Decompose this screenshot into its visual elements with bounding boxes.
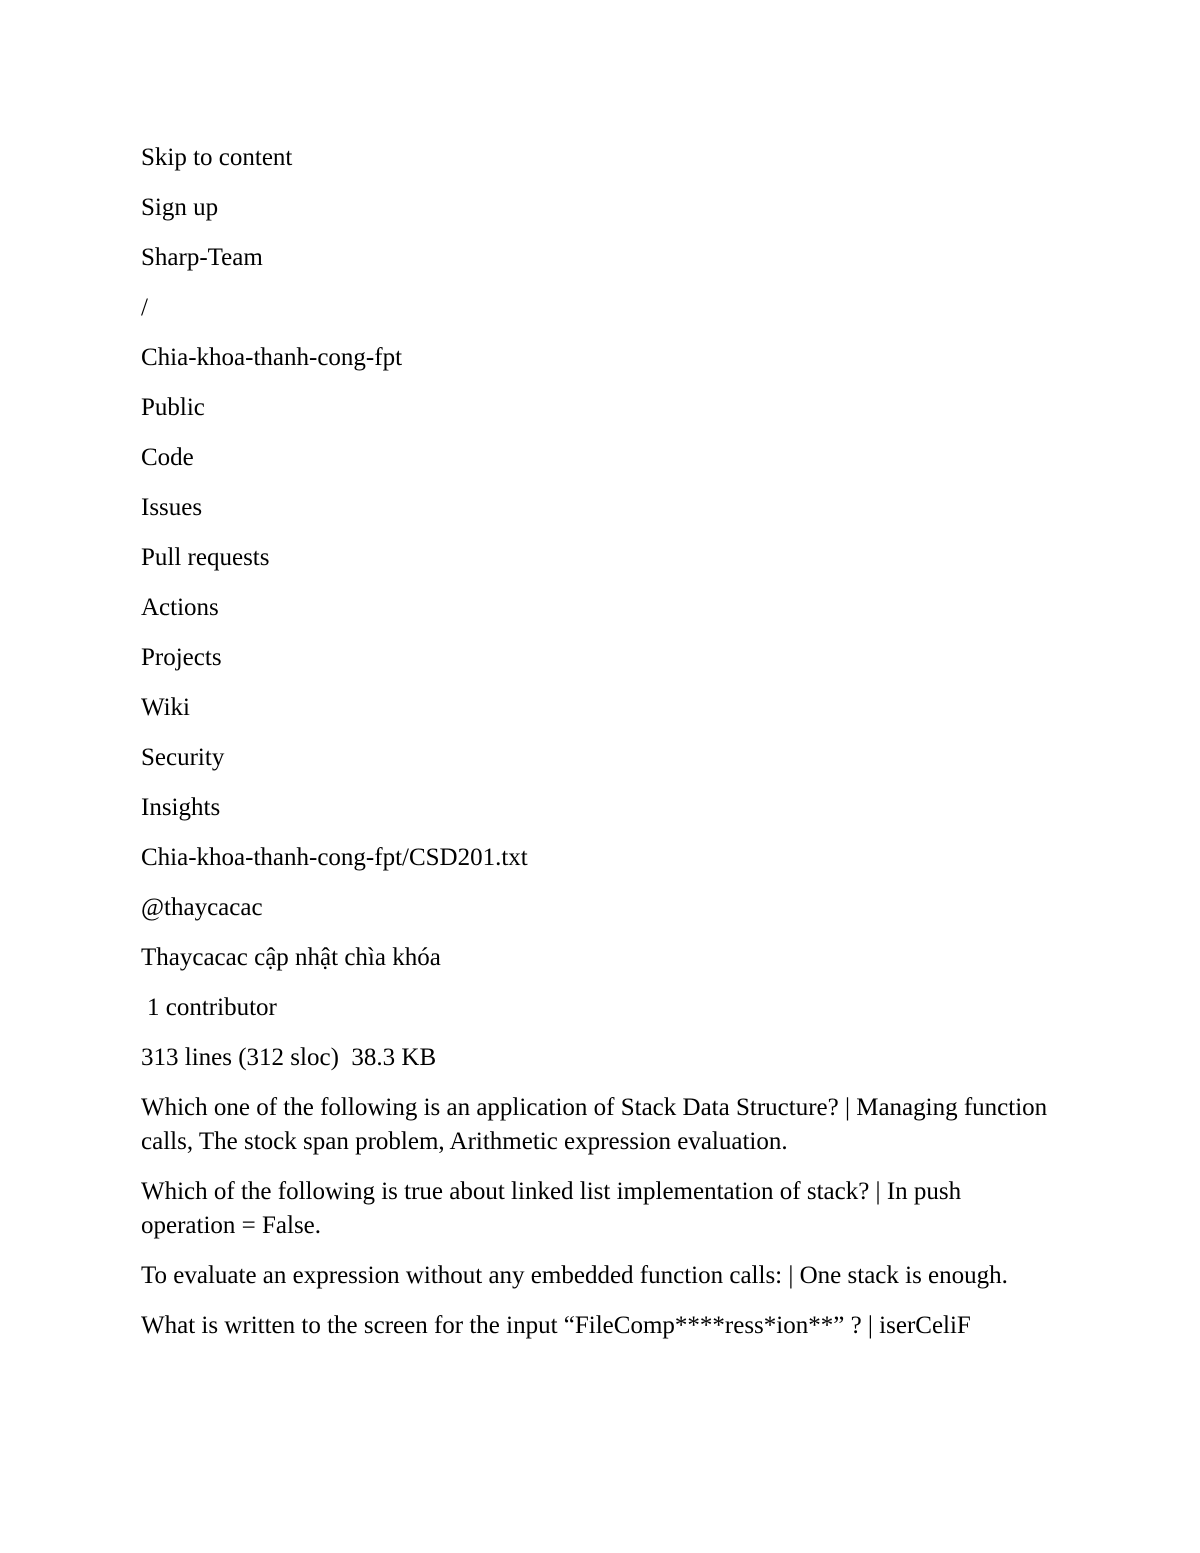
tab-code: Code: [141, 444, 194, 471]
tab-wiki: Wiki: [141, 694, 190, 721]
tab-pull-requests: Pull requests: [141, 544, 270, 571]
visibility-label: Public: [141, 394, 205, 421]
path-separator: /: [141, 294, 148, 321]
document-body: [141, 141, 1059, 1359]
tab-issues: Issues: [141, 494, 203, 521]
skip-to-content-link: Skip to content: [141, 144, 293, 171]
tab-actions: Actions: [141, 594, 219, 621]
tab-insights: Insights: [141, 794, 221, 821]
sign-up-link: Sign up: [141, 194, 219, 221]
commit-author: @thaycacac: [141, 894, 263, 921]
commit-message: Thaycacac cập nhật chìa khóa: [141, 944, 441, 971]
tab-projects: Projects: [141, 644, 222, 671]
repo-name: Chia-khoa-thanh-cong-fpt: [141, 344, 403, 371]
qa-item: Which one of the following is an application of Stack Data Structure? | Managing function calls, The stock span problem, Arithmetic expression evaluation.: [141, 1094, 1048, 1155]
tab-security: Security: [141, 744, 225, 771]
qa-item: What is written to the screen for the input “FileComp****ress*ion**” ? | iserCeliF: [141, 1312, 971, 1339]
file-path: Chia-khoa-thanh-cong-fpt/CSD201.txt: [141, 844, 528, 871]
repo-owner: Sharp-Team: [141, 244, 263, 271]
contributor-count: 1 contributor: [147, 994, 277, 1021]
qa-item: Which of the following is true about linked list implementation of stack? | In push operation = False.: [141, 1178, 962, 1239]
qa-item: To evaluate an expression without any embedded function calls: | One stack is enough.: [141, 1262, 1008, 1289]
file-stats: 313 lines (312 sloc) 38.3 KB: [141, 1044, 437, 1071]
